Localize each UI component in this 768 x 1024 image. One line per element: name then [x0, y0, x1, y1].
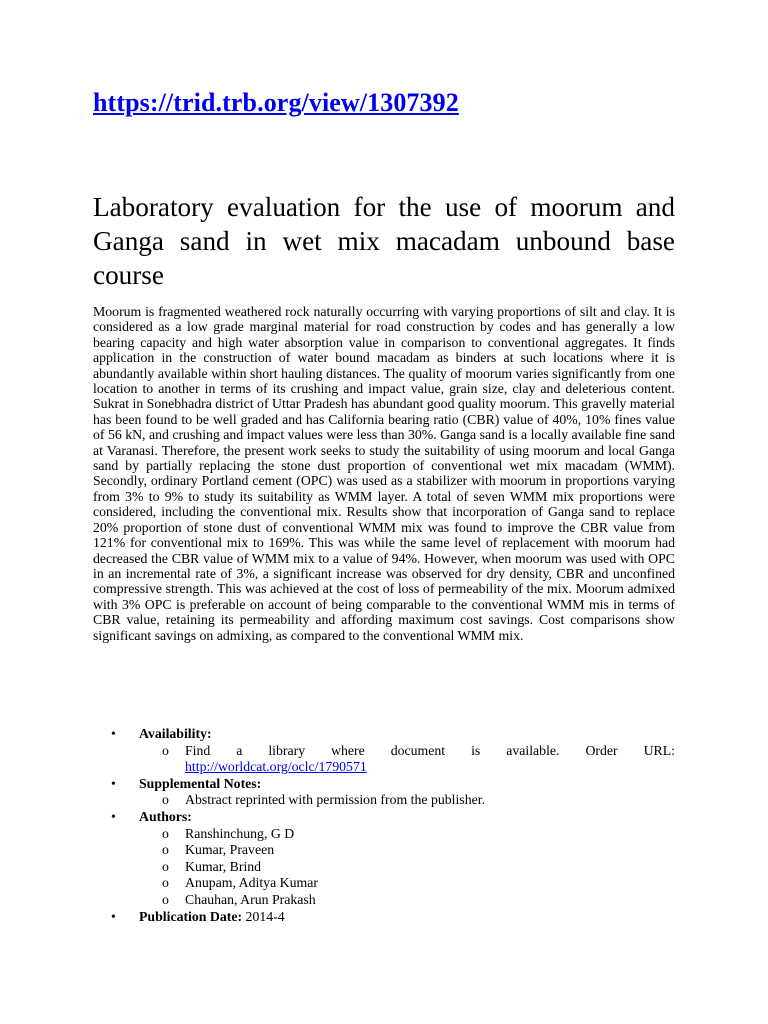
supplemental-notes-label: Supplemental Notes:: [139, 775, 262, 791]
author-entry: o Ranshinchung, G D: [139, 826, 675, 843]
authors-item: [93, 809, 675, 909]
author-entry: o Anupam, Aditya Kumar: [139, 875, 675, 892]
availability-sublist: [139, 743, 675, 776]
author-entry: o Chauhan, Arun Prakash: [139, 892, 675, 909]
author-entry: o Kumar, Praveen: [139, 842, 675, 859]
document-title: Laboratory evaluation for the use of moorum and Ganga sand in wet mix macadam unbound base course: [93, 192, 675, 290]
supplemental-notes-sublist: [139, 792, 675, 809]
availability-detail: [139, 743, 675, 776]
publication-date-value: 2014-4: [245, 908, 285, 924]
availability-label: Availability:: [139, 726, 212, 741]
availability-text: Find a library where document is available. Order URL:: [185, 742, 675, 758]
order-url-link[interactable]: http://worldcat.org/oclc/1790571: [185, 759, 367, 775]
publication-date-label: Publication Date:: [139, 908, 243, 924]
supplemental-notes-item: [93, 776, 675, 809]
metadata-list: [93, 726, 675, 925]
authors-label: Authors:: [139, 808, 192, 824]
author-entry: o Kumar, Brind: [139, 859, 675, 876]
publication-date-item: [93, 909, 675, 926]
supplemental-note: o Abstract reprinted with permission from the publisher.: [139, 792, 675, 809]
source-url-link[interactable]: https://trid.trb.org/view/1307392: [93, 88, 459, 117]
abstract-paragraph: Moorum is fragmented weathered rock naturally occurring with varying proportions of silt and clay. It is considered as a low grade marginal material for road construction by codes and has generally a low bearing capacity and high water absorption value in comparison to conventional aggregates. It finds application in the construction of water bound macadam as binders at such locations where it is abundantly available within short hauling distances. The quality of moorum varies significantly from one location to another in terms of its crushing and impact value, grain size, clay and deleterious content. Sukrat in Sonebhadra district of Uttar Pradesh has abundant good quality moorum. This gravelly material has been found to be well graded and has California bearing ratio (CBR) value of 40%, 10% fines value of 56 kN, and crushing and impact values were less than 30%. Ganga sand is a locally available fine sand at Varanasi. Therefore, the present work seeks to study the suitability of using moorum and local Ganga sand by partially replacing the stone dust proportion of conventional wet mix macadam (WMM). Secondly, ordinary Portland cement (OPC) was used as a stabilizer with moorum in proportions varying from 3% to 9% to study its suitability as WMM layer. A total of seven WMM mix proportions were considered, including the conventional mix. Results show that incorporation of Ganga sand to replace 20% proportion of stone dust of conventional WMM mix was found to improve the CBR value from 121% for conventional mix to 169%. This was while the same level of replacement with moorum had decreased the CBR value of WMM mix to a value of 94%. However, when moorum was used with OPC in an incremental rate of 3%, a significant increase was observed for dry density, CBR and unconfined compressive strength. This was achieved at the cost of loss of permeability of the mix. Moorum admixed with 3% OPC is preferable on account of being comparable to the conventional WMM mis in terms of CBR value, retaining its permeability and affording maximum cost savings. Cost comparisons show significant savings on admixing, as compared to the conventional WMM mix.: [93, 304, 675, 643]
authors-sublist: [139, 826, 675, 909]
availability-item: [93, 726, 675, 776]
